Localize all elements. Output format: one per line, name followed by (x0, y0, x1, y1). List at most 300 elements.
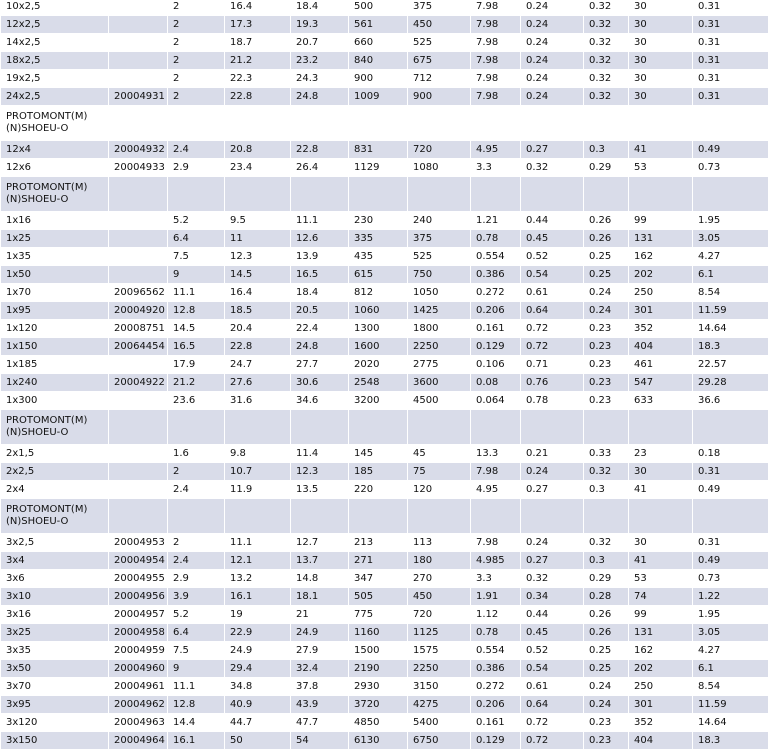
cell-nominal-value: 2 (168, 52, 225, 70)
cell-inductance: 0.24 (521, 52, 584, 70)
cell-cable-weight: 1129 (349, 159, 408, 177)
table-row (1, 141, 768, 159)
cell-current-rating: 404 (629, 732, 693, 750)
cell-max-diameter: 43.9 (291, 696, 349, 714)
cell-conductor-size: 1x150 (1, 338, 109, 356)
empty-cell (349, 177, 408, 212)
empty-cell (291, 177, 349, 212)
cell-rating-value: 0.49 (693, 481, 768, 499)
cell-nominal-value: 9 (168, 660, 225, 678)
cell-nominal-value: 9 (168, 266, 225, 284)
cell-max-diameter: 24.8 (291, 338, 349, 356)
cell-min-diameter: 14.5 (225, 266, 291, 284)
cell-capacitance: 0.25 (584, 266, 629, 284)
cell-inductance: 0.27 (521, 481, 584, 499)
cell-conductor-size: 24x2,5 (1, 88, 109, 106)
table-body (1, 0, 768, 750)
empty-cell (521, 499, 584, 534)
cell-nominal-value: 14.5 (168, 320, 225, 338)
cell-rating-value: 4.27 (693, 248, 768, 266)
cell-capacitance: 0.28 (584, 588, 629, 606)
cell-part-number: 20004961 (109, 678, 168, 696)
cell-min-diameter: 18.5 (225, 302, 291, 320)
cell-copper-weight: 4275 (408, 696, 471, 714)
cell-part-number: 20004920 (109, 302, 168, 320)
group-header-row (1, 106, 768, 141)
cell-min-diameter: 27.6 (225, 374, 291, 392)
cell-part-number: 20004932 (109, 141, 168, 159)
cell-part-number: 20004960 (109, 660, 168, 678)
empty-cell (584, 499, 629, 534)
cell-max-diameter: 20.5 (291, 302, 349, 320)
empty-cell (349, 499, 408, 534)
cell-copper-weight: 4500 (408, 392, 471, 410)
empty-cell (693, 106, 768, 141)
group-header-row (1, 410, 768, 445)
cell-part-number: 20004955 (109, 570, 168, 588)
cell-current-rating: 633 (629, 392, 693, 410)
cell-cable-weight: 435 (349, 248, 408, 266)
cell-part-number (109, 463, 168, 481)
cell-copper-weight: 2250 (408, 338, 471, 356)
cell-copper-weight: 1050 (408, 284, 471, 302)
cell-nominal-value: 3.9 (168, 588, 225, 606)
group-label-cell (1, 106, 109, 141)
cell-part-number: 20004959 (109, 642, 168, 660)
cell-current-rating: 301 (629, 302, 693, 320)
cell-max-diameter: 18.4 (291, 0, 349, 16)
cell-conductor-size: 2x4 (1, 481, 109, 499)
table-row (1, 356, 768, 374)
cell-nominal-value: 2.4 (168, 481, 225, 499)
cell-rating-value: 0.31 (693, 534, 768, 552)
cell-cable-weight: 2930 (349, 678, 408, 696)
cell-rating-value: 22.57 (693, 356, 768, 374)
cell-rating-value: 0.73 (693, 570, 768, 588)
cell-current-rating: 301 (629, 696, 693, 714)
cell-part-number (109, 248, 168, 266)
cell-capacitance: 0.32 (584, 463, 629, 481)
cell-conductor-size: 2x2,5 (1, 463, 109, 481)
cell-resistance: 0.064 (471, 392, 521, 410)
cell-inductance: 0.24 (521, 463, 584, 481)
cell-part-number (109, 212, 168, 230)
empty-cell (471, 410, 521, 445)
cell-capacitance: 0.29 (584, 159, 629, 177)
cell-capacitance: 0.24 (584, 696, 629, 714)
cell-nominal-value: 14.4 (168, 714, 225, 732)
cell-resistance: 0.206 (471, 302, 521, 320)
cell-inductance: 0.64 (521, 302, 584, 320)
cell-current-rating: 30 (629, 88, 693, 106)
cell-capacitance: 0.32 (584, 16, 629, 34)
cell-conductor-size: 10x2,5 (1, 0, 109, 16)
table-row (1, 320, 768, 338)
cell-min-diameter: 50 (225, 732, 291, 750)
cell-cable-weight: 775 (349, 606, 408, 624)
cell-capacitance: 0.23 (584, 374, 629, 392)
cell-copper-weight: 900 (408, 88, 471, 106)
empty-cell (291, 499, 349, 534)
table-row (1, 642, 768, 660)
cell-rating-value: 18.3 (693, 732, 768, 750)
cell-resistance: 7.98 (471, 463, 521, 481)
cell-capacitance: 0.32 (584, 534, 629, 552)
cell-rating-value: 11.59 (693, 302, 768, 320)
cell-conductor-size: 12x2,5 (1, 16, 109, 34)
cell-max-diameter: 13.5 (291, 481, 349, 499)
cell-copper-weight: 675 (408, 52, 471, 70)
cell-cable-weight: 3720 (349, 696, 408, 714)
table-row (1, 159, 768, 177)
cell-cable-weight: 812 (349, 284, 408, 302)
cell-current-rating: 41 (629, 141, 693, 159)
cell-capacitance: 0.26 (584, 230, 629, 248)
empty-cell (521, 177, 584, 212)
cell-max-diameter: 37.8 (291, 678, 349, 696)
cell-max-diameter: 54 (291, 732, 349, 750)
cell-resistance: 0.161 (471, 320, 521, 338)
cell-cable-weight: 1009 (349, 88, 408, 106)
cell-cable-weight: 660 (349, 34, 408, 52)
cell-conductor-size: 1x95 (1, 302, 109, 320)
cell-part-number: 20008751 (109, 320, 168, 338)
cell-nominal-value: 16.1 (168, 732, 225, 750)
cell-cable-weight: 335 (349, 230, 408, 248)
cell-current-rating: 202 (629, 266, 693, 284)
cell-max-diameter: 16.5 (291, 266, 349, 284)
cell-capacitance: 0.23 (584, 338, 629, 356)
cell-max-diameter: 27.7 (291, 356, 349, 374)
cell-inductance: 0.27 (521, 141, 584, 159)
cell-inductance: 0.44 (521, 212, 584, 230)
cell-resistance: 4.95 (471, 141, 521, 159)
table-row (1, 445, 768, 463)
cell-nominal-value: 2 (168, 463, 225, 481)
empty-cell (629, 177, 693, 212)
cell-min-diameter: 16.4 (225, 0, 291, 16)
table-row (1, 732, 768, 750)
cell-cable-weight: 840 (349, 52, 408, 70)
cell-conductor-size: 3x50 (1, 660, 109, 678)
cell-conductor-size: 3x35 (1, 642, 109, 660)
cell-inductance: 0.24 (521, 34, 584, 52)
cell-part-number (109, 230, 168, 248)
cell-copper-weight: 270 (408, 570, 471, 588)
cell-part-number: 20004931 (109, 88, 168, 106)
cell-min-diameter: 12.1 (225, 552, 291, 570)
cell-inductance: 0.45 (521, 624, 584, 642)
cell-current-rating: 23 (629, 445, 693, 463)
cell-nominal-value: 2 (168, 70, 225, 88)
cell-min-diameter: 9.5 (225, 212, 291, 230)
cell-cable-weight: 831 (349, 141, 408, 159)
cell-max-diameter: 23.2 (291, 52, 349, 70)
table-row (1, 0, 768, 16)
cell-conductor-size: 3x10 (1, 588, 109, 606)
cell-conductor-size: 1x120 (1, 320, 109, 338)
cell-rating-value: 3.05 (693, 624, 768, 642)
empty-cell (471, 499, 521, 534)
cell-rating-value: 6.1 (693, 660, 768, 678)
table-row (1, 248, 768, 266)
cell-inductance: 0.78 (521, 392, 584, 410)
cell-max-diameter: 24.8 (291, 88, 349, 106)
table-row (1, 230, 768, 248)
cell-inductance: 0.24 (521, 534, 584, 552)
cell-copper-weight: 3150 (408, 678, 471, 696)
cell-copper-weight: 1800 (408, 320, 471, 338)
cell-copper-weight: 712 (408, 70, 471, 88)
cell-resistance: 7.98 (471, 16, 521, 34)
cell-conductor-size: 14x2,5 (1, 34, 109, 52)
cell-resistance: 0.386 (471, 266, 521, 284)
cell-max-diameter: 22.4 (291, 320, 349, 338)
cell-inductance: 0.44 (521, 606, 584, 624)
cell-rating-value: 0.31 (693, 463, 768, 481)
cell-capacitance: 0.23 (584, 320, 629, 338)
cell-copper-weight: 1080 (408, 159, 471, 177)
cell-min-diameter: 22.8 (225, 88, 291, 106)
cell-rating-value: 11.59 (693, 696, 768, 714)
cell-copper-weight: 1425 (408, 302, 471, 320)
cell-conductor-size: 1x300 (1, 392, 109, 410)
cell-resistance: 0.554 (471, 248, 521, 266)
empty-cell (629, 106, 693, 141)
cell-part-number: 20004964 (109, 732, 168, 750)
cell-resistance: 7.98 (471, 0, 521, 16)
cell-copper-weight: 75 (408, 463, 471, 481)
cell-cable-weight: 1500 (349, 642, 408, 660)
cell-capacitance: 0.26 (584, 212, 629, 230)
cell-nominal-value: 2 (168, 88, 225, 106)
cell-cable-weight: 1060 (349, 302, 408, 320)
cell-copper-weight: 525 (408, 248, 471, 266)
cell-cable-weight: 900 (349, 70, 408, 88)
cell-capacitance: 0.3 (584, 481, 629, 499)
cell-resistance: 3.3 (471, 570, 521, 588)
cell-part-number (109, 356, 168, 374)
cell-current-rating: 202 (629, 660, 693, 678)
cell-max-diameter: 13.9 (291, 248, 349, 266)
cell-nominal-value: 12.8 (168, 302, 225, 320)
table-row (1, 552, 768, 570)
empty-cell (109, 410, 168, 445)
cell-part-number (109, 34, 168, 52)
cell-part-number: 20004962 (109, 696, 168, 714)
cell-copper-weight: 6750 (408, 732, 471, 750)
cell-min-diameter: 34.8 (225, 678, 291, 696)
cell-copper-weight: 5400 (408, 714, 471, 732)
cell-rating-value: 8.54 (693, 284, 768, 302)
cell-inductance: 0.54 (521, 266, 584, 284)
cell-max-diameter: 12.3 (291, 463, 349, 481)
group-label-line-1: PROTOMONT(M) (6, 111, 87, 122)
cell-min-diameter: 22.3 (225, 70, 291, 88)
cell-inductance: 0.45 (521, 230, 584, 248)
cell-rating-value: 14.64 (693, 320, 768, 338)
empty-cell (408, 106, 471, 141)
cell-current-rating: 404 (629, 338, 693, 356)
cell-inductance: 0.61 (521, 678, 584, 696)
cell-nominal-value: 6.4 (168, 624, 225, 642)
cell-cable-weight: 271 (349, 552, 408, 570)
cell-max-diameter: 13.7 (291, 552, 349, 570)
cell-cable-weight: 145 (349, 445, 408, 463)
cell-max-diameter: 12.7 (291, 534, 349, 552)
group-label-cell (1, 499, 109, 534)
cell-part-number: 20004954 (109, 552, 168, 570)
cell-max-diameter: 22.8 (291, 141, 349, 159)
cell-nominal-value: 2 (168, 534, 225, 552)
cell-resistance: 7.98 (471, 70, 521, 88)
cell-cable-weight: 615 (349, 266, 408, 284)
table-row (1, 52, 768, 70)
cell-min-diameter: 13.2 (225, 570, 291, 588)
cell-capacitance: 0.33 (584, 445, 629, 463)
cell-nominal-value: 2.4 (168, 552, 225, 570)
empty-cell (693, 410, 768, 445)
cell-capacitance: 0.29 (584, 570, 629, 588)
cell-resistance: 0.106 (471, 356, 521, 374)
cell-conductor-size: 12x4 (1, 141, 109, 159)
cell-min-diameter: 23.4 (225, 159, 291, 177)
cell-resistance: 0.78 (471, 624, 521, 642)
cell-resistance: 0.08 (471, 374, 521, 392)
cell-copper-weight: 2775 (408, 356, 471, 374)
cell-max-diameter: 32.4 (291, 660, 349, 678)
cell-max-diameter: 24.3 (291, 70, 349, 88)
group-label-line-2: (N)SHOEU-O (6, 427, 68, 438)
cell-resistance: 0.129 (471, 732, 521, 750)
empty-cell (225, 410, 291, 445)
empty-cell (521, 106, 584, 141)
cell-inductance: 0.72 (521, 732, 584, 750)
table-row (1, 696, 768, 714)
empty-cell (349, 106, 408, 141)
cell-current-rating: 162 (629, 248, 693, 266)
cell-nominal-value: 17.9 (168, 356, 225, 374)
cell-min-diameter: 12.3 (225, 248, 291, 266)
cell-capacitance: 0.32 (584, 88, 629, 106)
cell-nominal-value: 2.9 (168, 570, 225, 588)
cell-min-diameter: 17.3 (225, 16, 291, 34)
cell-copper-weight: 180 (408, 552, 471, 570)
group-label-line-2: (N)SHOEU-O (6, 123, 68, 134)
table-row (1, 392, 768, 410)
cell-inductance: 0.54 (521, 660, 584, 678)
group-header-row (1, 499, 768, 534)
cell-conductor-size: 3x16 (1, 606, 109, 624)
empty-cell (291, 106, 349, 141)
cell-min-diameter: 31.6 (225, 392, 291, 410)
group-header-row (1, 177, 768, 212)
cell-current-rating: 131 (629, 230, 693, 248)
cell-current-rating: 41 (629, 481, 693, 499)
cell-current-rating: 30 (629, 463, 693, 481)
cell-inductance: 0.72 (521, 338, 584, 356)
cell-rating-value: 0.49 (693, 552, 768, 570)
cell-current-rating: 352 (629, 714, 693, 732)
cell-nominal-value: 2 (168, 0, 225, 16)
cell-copper-weight: 375 (408, 0, 471, 16)
cell-copper-weight: 525 (408, 34, 471, 52)
cell-inductance: 0.32 (521, 159, 584, 177)
empty-cell (349, 410, 408, 445)
cell-current-rating: 250 (629, 284, 693, 302)
cell-cable-weight: 2020 (349, 356, 408, 374)
cell-part-number (109, 70, 168, 88)
cell-max-diameter: 14.8 (291, 570, 349, 588)
empty-cell (168, 177, 225, 212)
cell-rating-value: 0.31 (693, 88, 768, 106)
cell-current-rating: 30 (629, 34, 693, 52)
cell-capacitance: 0.32 (584, 34, 629, 52)
table-row (1, 70, 768, 88)
cell-current-rating: 250 (629, 678, 693, 696)
cell-rating-value: 8.54 (693, 678, 768, 696)
cell-resistance: 7.98 (471, 88, 521, 106)
cell-current-rating: 30 (629, 52, 693, 70)
cell-part-number (109, 392, 168, 410)
cell-cable-weight: 3200 (349, 392, 408, 410)
cell-min-diameter: 16.4 (225, 284, 291, 302)
cell-rating-value: 18.3 (693, 338, 768, 356)
cell-conductor-size: 3x6 (1, 570, 109, 588)
table-row (1, 88, 768, 106)
cell-resistance: 0.161 (471, 714, 521, 732)
cell-rating-value: 29.28 (693, 374, 768, 392)
cell-min-diameter: 24.9 (225, 642, 291, 660)
cell-capacitance: 0.32 (584, 70, 629, 88)
cell-rating-value: 1.22 (693, 588, 768, 606)
cell-min-diameter: 40.9 (225, 696, 291, 714)
cell-conductor-size: 1x70 (1, 284, 109, 302)
cell-max-diameter: 19.3 (291, 16, 349, 34)
empty-cell (471, 177, 521, 212)
empty-cell (225, 499, 291, 534)
cell-nominal-value: 1.6 (168, 445, 225, 463)
cell-part-number: 20004958 (109, 624, 168, 642)
cell-part-number: 20004922 (109, 374, 168, 392)
cell-capacitance: 0.23 (584, 714, 629, 732)
cell-conductor-size: 3x150 (1, 732, 109, 750)
cell-capacitance: 0.23 (584, 356, 629, 374)
cell-resistance: 13.3 (471, 445, 521, 463)
table-row (1, 34, 768, 52)
cell-copper-weight: 720 (408, 141, 471, 159)
cell-min-diameter: 20.4 (225, 320, 291, 338)
cell-inductance: 0.27 (521, 552, 584, 570)
cell-copper-weight: 1125 (408, 624, 471, 642)
cell-current-rating: 461 (629, 356, 693, 374)
cell-resistance: 0.554 (471, 642, 521, 660)
cell-conductor-size: 3x2,5 (1, 534, 109, 552)
cell-inductance: 0.24 (521, 88, 584, 106)
cell-cable-weight: 1600 (349, 338, 408, 356)
empty-cell (168, 106, 225, 141)
cell-copper-weight: 45 (408, 445, 471, 463)
cell-current-rating: 547 (629, 374, 693, 392)
cell-resistance: 4.985 (471, 552, 521, 570)
cell-min-diameter: 9.8 (225, 445, 291, 463)
cell-resistance: 7.98 (471, 534, 521, 552)
cell-capacitance: 0.25 (584, 248, 629, 266)
empty-cell (584, 177, 629, 212)
cell-current-rating: 99 (629, 606, 693, 624)
empty-cell (471, 106, 521, 141)
cell-conductor-size: 3x120 (1, 714, 109, 732)
